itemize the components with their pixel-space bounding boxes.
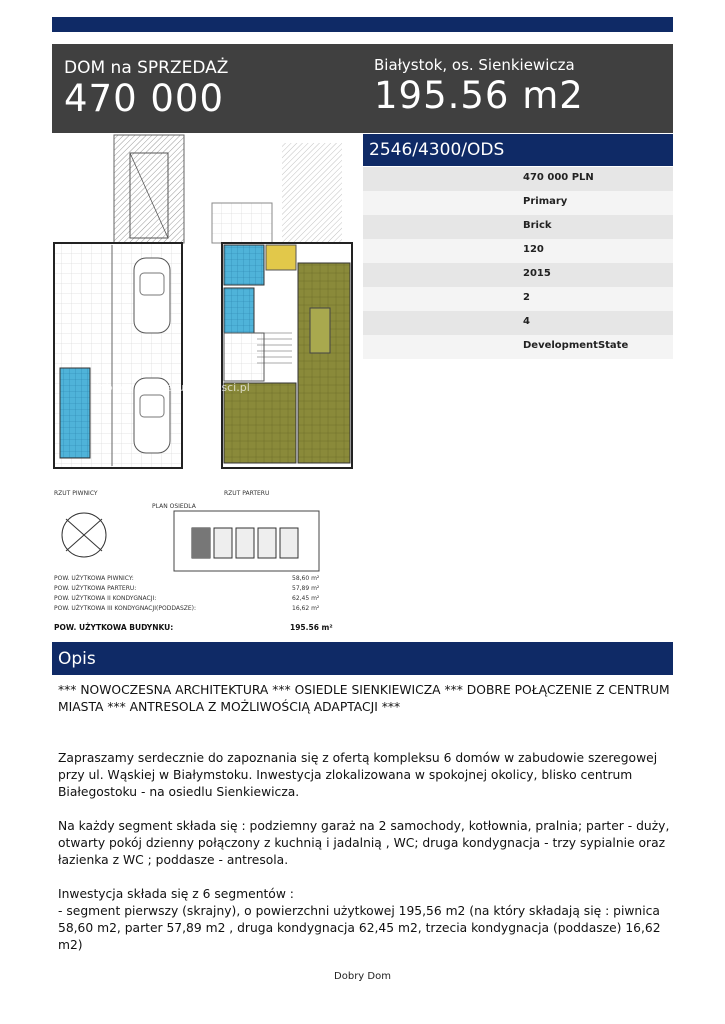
floor-plan-label-ground: RZUT PARTERU xyxy=(224,490,270,497)
detail-row-rooms: 4 xyxy=(363,311,673,335)
detail-row-material: Brick xyxy=(363,215,673,239)
floor-plan-image xyxy=(52,133,355,638)
reference-number: 2546/4300/ODS xyxy=(363,134,673,166)
detail-row-market: Primary xyxy=(363,191,673,215)
detail-row-floors: 2 xyxy=(363,287,673,311)
floor-plan-label-basement: RZUT PIWNICY xyxy=(54,490,98,497)
area-value-1: 58,60 m² xyxy=(292,575,320,582)
description-paragraph-3-segment: - segment pierwszy (skrajny), o powierzchni użytkowej 195,56 m2 (na który składają się : piwnica 58,60 m2, parter 57,89 m2 , druga kondygnacja 62,45 m2, trzecia kondygnacja (poddasze) 16,62 m2) xyxy=(58,904,661,952)
area: 195.56 m2 xyxy=(374,74,584,117)
area-value-3: 62,45 m² xyxy=(292,595,320,602)
location: Białystok, os. Sienkiewicza xyxy=(374,56,575,74)
spacer xyxy=(58,869,670,886)
area-label-1: POW. UŻYTKOWA PIWNICY: xyxy=(54,575,134,582)
area-label-4: POW. UŻYTKOWA III KONDYGNACJI(PODDASZE): xyxy=(54,605,197,612)
offer-type: DOM na SPRZEDAŻ xyxy=(64,58,229,78)
detail-row-price: 470 000 PLN xyxy=(363,167,673,191)
spacer xyxy=(58,801,670,818)
description-headline: *** NOWOCZESNA ARCHITEKTURA *** OSIEDLE SIENKIEWICZA *** DOBRE POŁĄCZENIE Z CENTRUM MIASTA *** ANTRESOLA Z MOŻLIWOŚCIĄ ADAPTACJI *** xyxy=(58,683,670,714)
area-value-2: 57,89 m² xyxy=(292,585,320,592)
area-total-value: 195.56 m² xyxy=(290,623,333,632)
footer-agency: Dobry Dom xyxy=(334,971,391,982)
spacer xyxy=(58,716,670,750)
detail-row-year: 2015 xyxy=(363,263,673,287)
floor-plan-watermark: dobry-dom-nieruchomosci.pl xyxy=(92,381,250,394)
area-label-2: POW. UŻYTKOWA PARTERU: xyxy=(54,585,137,592)
description-body xyxy=(58,682,670,954)
floor-plan-label-site: PLAN OSIEDLA xyxy=(152,503,196,510)
description-heading: Opis xyxy=(52,642,673,675)
area-total-label: POW. UŻYTKOWA BUDYNKU: xyxy=(54,623,174,632)
detail-row-plot: 120 xyxy=(363,239,673,263)
area-value-4: 16,62 m² xyxy=(292,605,320,612)
description-paragraph-3-intro: Inwestycja składa się z 6 segmentów : xyxy=(58,887,294,901)
detail-row-state: DevelopmentState xyxy=(363,335,673,359)
description-paragraph-1: Zapraszamy serdecznie do zapoznania się z ofertą kompleksu 6 domów w zabudowie szeregowej przy ul. Wąskiej w Białymstoku. Inwestycja zlokalizowana w spokojnej okolicy, blisko centrum Białegostoku - na osiedlu Sienkiewicza. xyxy=(58,751,658,799)
description-paragraph-2: Na każdy segment składa się : podziemny garaż na 2 samochody, kotłownia, pralnia; parter - duży, otwarty pokój dzienny połączony z kuchnią i jadalnią , WC; druga kondygnacja - trzy sypialnie oraz łazienka z WC ; poddasze - antresola. xyxy=(58,819,670,867)
details-table xyxy=(363,167,673,359)
area-label-3: POW. UŻYTKOWA II KONDYGNACJI: xyxy=(54,595,157,602)
top-accent-bar xyxy=(52,17,673,32)
listing-header xyxy=(52,44,673,133)
price: 470 000 xyxy=(64,77,225,120)
